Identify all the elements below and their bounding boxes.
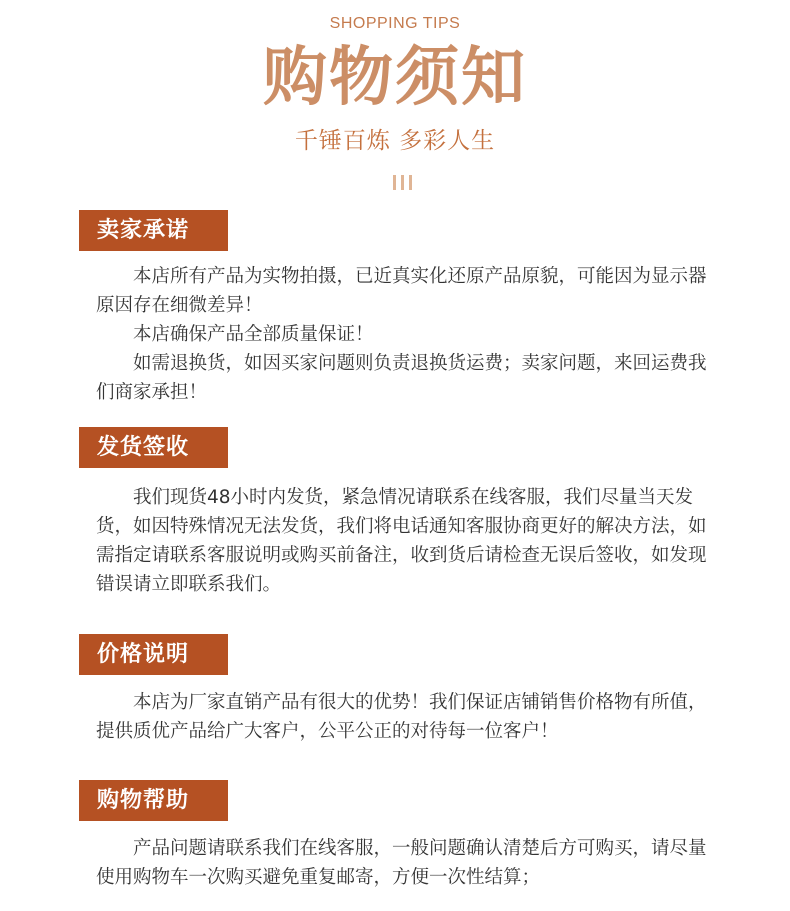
section-title-shipping: 发货签收 <box>79 427 228 468</box>
paragraph: 本店为厂家直销产品有很大的优势！我们保证店铺销售价格物有所值，提供质优产品给广大客户，公平公正的对待每一位客户！ <box>96 692 707 742</box>
section-body-price <box>96 688 716 746</box>
paragraph: 本店所有产品为实物拍摄，已近真实化还原产品原貌，可能因为显示器原因存在细微差异！ <box>96 266 707 316</box>
paragraph: 本店确保产品全部质量保证！ <box>133 324 374 345</box>
divider-marks-icon <box>393 175 417 191</box>
section-body-seller-promise <box>96 262 716 407</box>
paragraph: 如需退换货，如因买家问题则负责退换货运费；卖家问题，来回运费我们商家承担！ <box>96 353 707 403</box>
shopping-tips-eyebrow: SHOPPING TIPS <box>329 15 461 32</box>
page-title: 购物须知 <box>263 41 527 115</box>
section-title-shopping-help: 购物帮助 <box>79 780 228 821</box>
section-title-price: 价格说明 <box>79 634 228 675</box>
section-body-shopping-help <box>96 834 716 892</box>
paragraph: 产品问题请联系我们在线客服，一般问题确认清楚后方可购买，请尽量使用购物车一次购买避免重复邮寄，方便一次性结算； <box>96 838 707 888</box>
section-title-seller-promise: 卖家承诺 <box>79 210 228 251</box>
section-body-shipping <box>96 483 716 599</box>
slogan: 千锤百炼 多彩人生 <box>294 128 496 154</box>
paragraph: 我们现货48小时内发货，紧急情况请联系在线客服，我们尽量当天发货，如因特殊情况无法发货，我们将电话通知客服协商更好的解决方法，如需指定请联系客服说明或购买前备注，收到货后请检查无误后签收，如发现错误请立即联系我们。 <box>96 487 707 595</box>
